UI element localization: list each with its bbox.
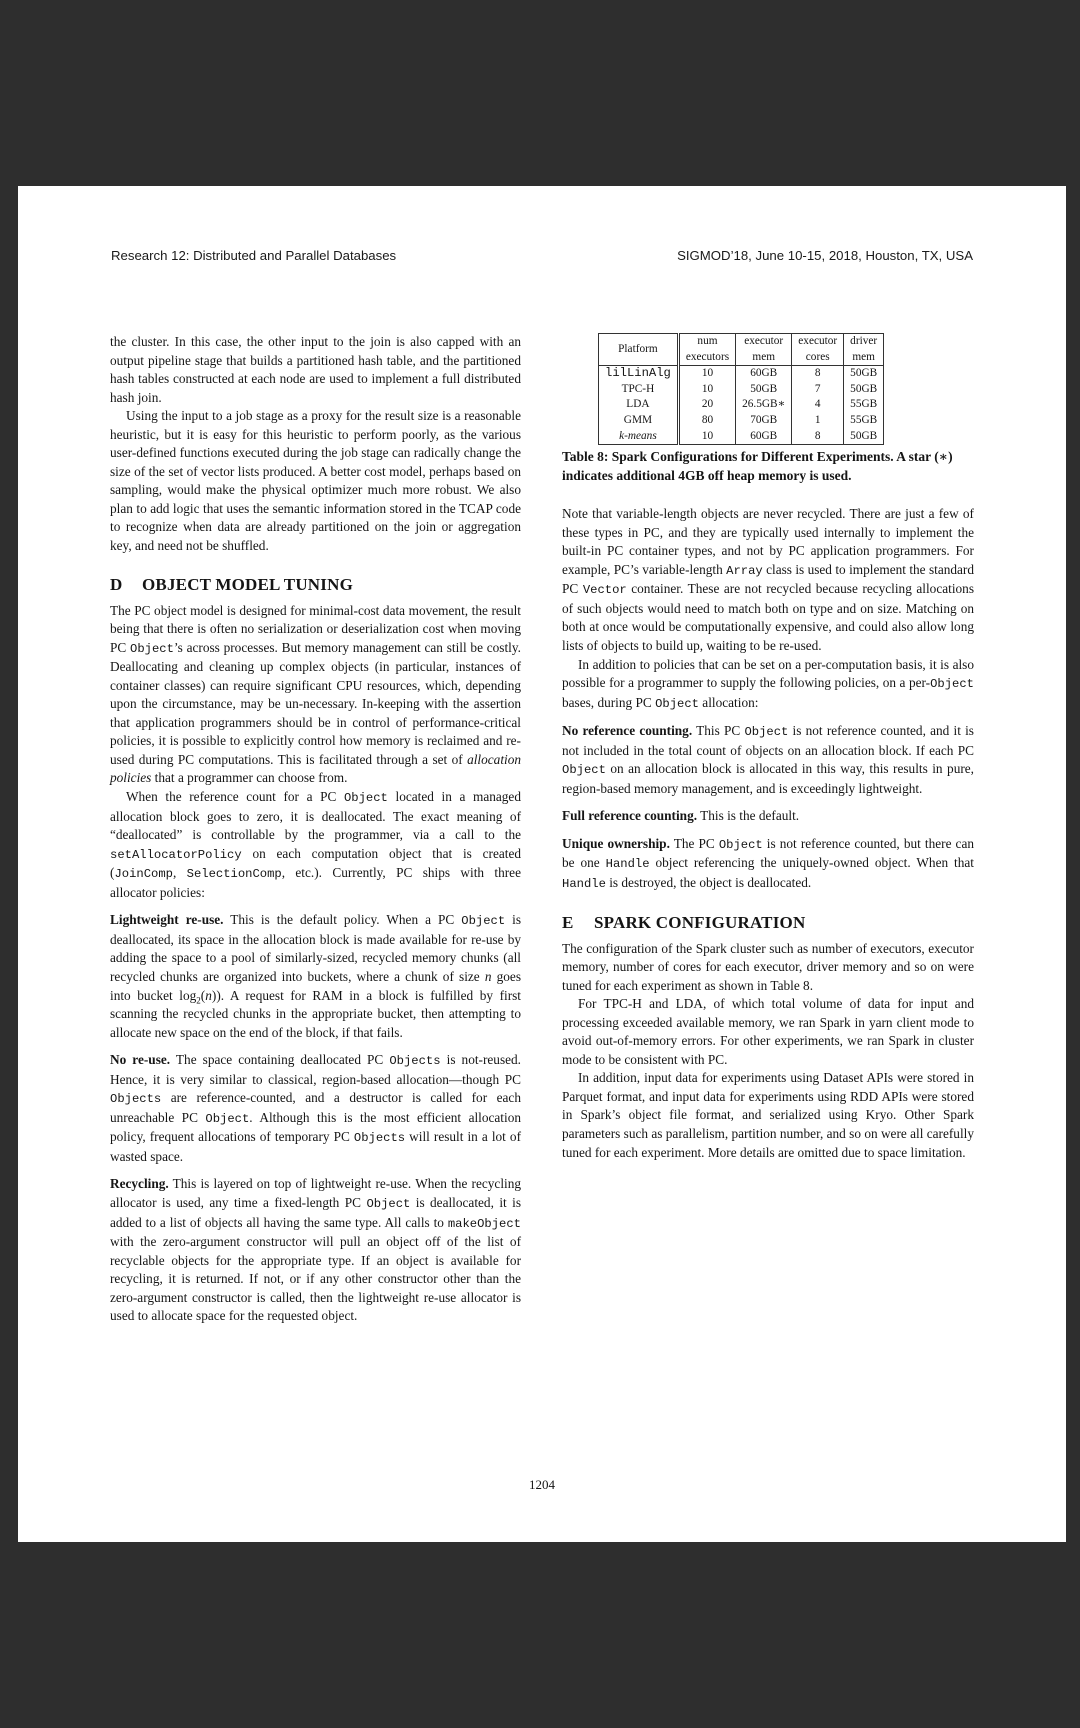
table-cell: 55GB <box>844 397 884 413</box>
table-header: num executors <box>678 334 735 366</box>
spark-config-table <box>598 333 884 445</box>
paragraph-lightweight-reuse: Lightweight re-use. This is the default policy. When a PC Object is deallocated, its space in the allocation block is made available for re-use by adding the space to a pool of similarly-sized, recycled memory chunks (all recycled chunks are organized into buckets, where a chunk of size n goes into bucket $\log_2(n)$). A request for RAM in a block is fulfilled by first scanning the recycled chunks in the appropriate bucket, then attempting to allocate new space on the end of the block, if that fails. <box>110 912 522 1040</box>
table-header: Platform <box>599 334 679 366</box>
table-cell: 50GB <box>844 429 884 445</box>
paragraph: For TPC-H and LDA, of which total volume of data for input and processing exceeded available memory, we ran Spark in yarn client mode to avoid out-of-memory errors. For other experiments, we ran Spark in cluster mode to be consistent with PC. <box>562 996 974 1067</box>
table-cell: 1 <box>792 413 844 429</box>
paragraph: When the reference count for a PC Object located in a managed allocation block goes to zero, it is deallocated. The exact meaning of “deallocated” is controllable by the programmer, via a call to the setAllocatorPolicy on each computation object that is created (JoinComp, SelectionComp, etc.). Currently, PC ships with three allocator policies: <box>110 789 521 900</box>
table-header: executor mem <box>736 334 792 366</box>
header-track: Research 12: Distributed and Parallel Databases <box>111 248 397 263</box>
right-column <box>562 333 974 1162</box>
table-cell: 26.5GB∗ <box>736 397 792 413</box>
table-cell: 70GB <box>736 413 792 429</box>
section-heading-d: D OBJECT MODEL TUNING <box>110 574 353 594</box>
paper-page <box>18 186 1066 1542</box>
table-row <box>599 429 884 445</box>
table-row <box>599 397 884 413</box>
page-number: 1204 <box>529 1477 555 1492</box>
paragraph-recycling: Recycling. This is layered on top of lightweight re-use. When the recycling allocator is used, any time a fixed-length PC Object is deallocated, it is added to a list of objects all having the same type. All calls to makeObject with the zero-argument constructor will pull an object off of the list of recyclable objects for the appropriate type. If an object is available for recycling, it is returned. If not, or if any other constructor other than the zero-argument constructor is called, then the lightweight re-use allocator is used to allocate space for the requested object. <box>110 1176 521 1324</box>
table-cell: 50GB <box>844 382 884 398</box>
table-cell: 10 <box>678 366 735 382</box>
table-row <box>599 413 884 429</box>
table-cell: 8 <box>792 366 844 382</box>
table-cell: 10 <box>678 429 735 445</box>
table-cell: 50GB <box>736 382 792 398</box>
paragraph-full-ref-counting: Full reference counting. This is the default. <box>562 808 800 824</box>
table-cell: 20 <box>678 397 735 413</box>
section-heading-e: E SPARK CONFIGURATION <box>562 912 806 932</box>
table-cell: LDA <box>599 397 679 413</box>
table-cell: 80 <box>678 413 735 429</box>
paragraph: Note that variable-length objects are never recycled. There are just a few of these types in PC, and they are typically used internally to implement the built-in PC container types, and not by PC application programmers. For example, PC’s variable-length Array class is used to implement the standard PC Vector container. These are not recycled because recycling allocations of such objects would need to match both on type and on size. Matching on both at once would be computationally expensive, and could also allow long lists of objects to build up, waiting to be re-used. <box>562 506 974 653</box>
paragraph: The PC object model is designed for minimal-cost data movement, the result being that there is often no serialization or deserialization cost when moving PC Object’s across processes. But memory management can still be costly. Deallocating and cleaning up complex objects (in particular, instances of container classes) can require significant CPU resources, which, depending upon the circumstance, may be un-necessary. In-keeping with the assertion that application programmers should be in control of performance-critical policies, it is possible to explicitly control how memory is reclaimed and re-used during PC computations. This is facilitated through a set of allocation policies that a programmer can choose from. <box>110 602 521 786</box>
paragraph: the cluster. In this case, the other input to the join is also capped with an output pipeline stage that builds a partitioned hash table, and the partitioned hash tables constructed at each node are used to implement a full distributed hash join. <box>110 334 521 405</box>
left-column <box>110 333 521 1326</box>
paragraph-no-ref-counting: No reference counting. This PC Object is not reference counted, and it is not included in the total count of objects on an allocation block. If each PC Object on an allocation block is allocated in this way, this results in pure, region-based memory management, and is exceedingly lightweight. <box>562 723 974 796</box>
header-venue: SIGMOD’18, June 10-15, 2018, Houston, TX, USA <box>677 248 973 263</box>
table-row <box>599 382 884 398</box>
table-cell: k-means <box>599 429 679 445</box>
table-cell: 50GB <box>844 366 884 382</box>
table-cell: 4 <box>792 397 844 413</box>
table-cell: 10 <box>678 382 735 398</box>
table-cell: lilLinAlg <box>599 366 679 382</box>
table-header: driver mem <box>844 334 884 366</box>
paragraph-no-reuse: No re-use. The space containing deallocated PC Objects is not-reused. Hence, it is very similar to classical, region-based allocation—though PC Objects are reference-counted, and a destructor is called for each unreachable PC Object. Although this is the most efficient allocation policy, frequent allocations of temporary PC Objects will result in a lot of wasted space. <box>110 1052 522 1164</box>
paragraph: In addition to policies that can be set on a per-computation basis, it is also possible for a programmer to supply the following policies, on a per-Object bases, during PC Object allocation: <box>562 656 974 711</box>
table-cell: 60GB <box>736 429 792 445</box>
table-header: executor cores <box>792 334 844 366</box>
table-row <box>599 366 884 382</box>
table-cell: 8 <box>792 429 844 445</box>
paragraph-unique-ownership: Unique ownership. The PC Object is not reference counted, but there can be one Handle object referencing the uniquely-owned object. When that Handle is destroyed, the object is deallocated. <box>562 835 974 891</box>
table-cell: 60GB <box>736 366 792 382</box>
table-cell: 7 <box>792 382 844 398</box>
paragraph: Using the input to a job stage as a proxy for the result size is a reasonable heuristic, but it is easy for this heuristic to perform poorly, as the various user-defined functions executed during the job stage can radically change the size of the set of vector lists produced. A better cost model, perhaps based on sampling, would make the physical optimizer much more robust. We also plan to add logic that uses the semantic information stored in the TCAP code to recognize when data are already partitioned on the join or aggregation key, and need not be shuffled. <box>110 408 521 554</box>
paragraph: The configuration of the Spark cluster such as number of executors, executor memory, number of cores for each executor, driver memory and so on were tuned for each experiment as shown in Table 8. <box>562 940 974 993</box>
paragraph: In addition, input data for experiments using Dataset APIs were stored in Parquet format, and input data for experiments using RDD APIs were stored in Spark’s object file format, and serialized using Kryo. Other Spark parameters such as parallelism, partition number, and so on were all carefully tuned for each experiment. More details are omitted due to space limitation. <box>562 1070 974 1160</box>
table-cell: GMM <box>599 413 679 429</box>
table-caption: Table 8: Spark Configurations for Different Experiments. A star (∗) indicates additional 4GB off heap memory is used. <box>562 449 953 483</box>
table-cell: TPC-H <box>599 382 679 398</box>
table-cell: 55GB <box>844 413 884 429</box>
